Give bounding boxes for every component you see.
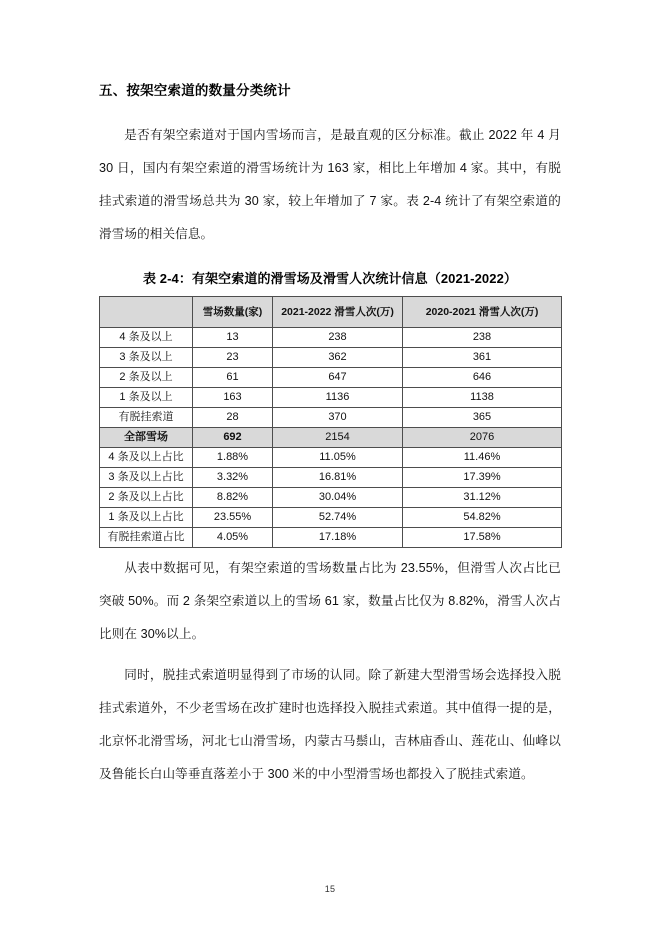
cell-visits-2021-2022: 1136 xyxy=(273,388,403,408)
statistics-table xyxy=(99,296,562,548)
table-row xyxy=(100,448,562,468)
cell-visits-2021-2022: 647 xyxy=(273,368,403,388)
cell-resort-count: 163 xyxy=(193,388,273,408)
row-label: 有脱挂索道占比 xyxy=(100,528,193,548)
page-number: 15 xyxy=(324,884,336,894)
row-label: 有脱挂索道 xyxy=(100,408,193,428)
cell-visits-2020-2021: 238 xyxy=(403,328,562,348)
column-header-category xyxy=(100,297,193,328)
cell-visits-2021-2022: 52.74% xyxy=(273,508,403,528)
cell-visits-2021-2022: 30.04% xyxy=(273,488,403,508)
cell-visits-2020-2021: 1138 xyxy=(403,388,562,408)
table-row xyxy=(100,508,562,528)
cell-visits-2021-2022: 16.81% xyxy=(273,468,403,488)
table-caption: 表 2-4：有架空索道的滑雪场及滑雪人次统计信息（2021-2022） xyxy=(142,270,518,286)
column-header-visits-2020-2021: 2020-2021 滑雪人次(万) xyxy=(403,297,562,328)
cell-resort-count: 23 xyxy=(193,348,273,368)
column-header-resort-count: 雪场数量(家) xyxy=(193,297,273,328)
row-label: 3 条及以上 xyxy=(100,348,193,368)
paragraph-analysis: 从表中数据可见，有架空索道的雪场数量占比为 23.55%，但滑雪人次占比已突破 50%。而 2 条架空索道以上的雪场 61 家，数量占比仅为 8.82%，滑雪人次占比则在 30%以上。 xyxy=(99,561,561,642)
cell-visits-2020-2021: 31.12% xyxy=(403,488,562,508)
cell-resort-count: 4.05% xyxy=(193,528,273,548)
section-heading: 五、按架空索道的数量分类统计 xyxy=(99,83,291,98)
cell-resort-count: 13 xyxy=(193,328,273,348)
table-row xyxy=(100,488,562,508)
cell-visits-2021-2022: 362 xyxy=(273,348,403,368)
table-row xyxy=(100,368,562,388)
table-row xyxy=(100,348,562,368)
cell-visits-2020-2021: 54.82% xyxy=(403,508,562,528)
row-label: 3 条及以上占比 xyxy=(100,468,193,488)
table-body xyxy=(100,328,562,548)
row-label: 4 条及以上 xyxy=(100,328,193,348)
table-row xyxy=(100,468,562,488)
row-label: 1 条及以上 xyxy=(100,388,193,408)
cell-visits-2021-2022: 17.18% xyxy=(273,528,403,548)
table-row xyxy=(100,528,562,548)
cell-visits-2020-2021: 17.58% xyxy=(403,528,562,548)
cell-visits-2020-2021: 11.46% xyxy=(403,448,562,468)
page-content xyxy=(99,82,561,799)
cell-visits-2020-2021: 2076 xyxy=(403,428,562,448)
table-row xyxy=(100,408,562,428)
cell-resort-count: 28 xyxy=(193,408,273,428)
paragraph-intro: 是否有架空索道对于国内雪场而言，是最直观的区分标准。截止 2022 年 4 月 30 日，国内有架空索道的滑雪场统计为 163 家，相比上年增加 4 家。其中，有脱挂式索道的滑雪场总共为 30 家，较上年增加了 7 家。表 2-4 统计了有架空索道的滑雪场的相关信息。 xyxy=(99,127,561,241)
table-row xyxy=(100,328,562,348)
row-label: 全部雪场 xyxy=(100,428,193,448)
cell-visits-2020-2021: 646 xyxy=(403,368,562,388)
row-label: 2 条及以上 xyxy=(100,368,193,388)
cell-resort-count: 61 xyxy=(193,368,273,388)
cell-resort-count: 23.55% xyxy=(193,508,273,528)
table-row-total xyxy=(100,428,562,448)
cell-resort-count: 1.88% xyxy=(193,448,273,468)
table-header xyxy=(100,297,562,328)
cell-resort-count: 692 xyxy=(193,428,273,448)
row-label: 2 条及以上占比 xyxy=(100,488,193,508)
cell-visits-2021-2022: 2154 xyxy=(273,428,403,448)
cell-resort-count: 8.82% xyxy=(193,488,273,508)
table-row xyxy=(100,388,562,408)
cell-visits-2021-2022: 11.05% xyxy=(273,448,403,468)
cell-resort-count: 3.32% xyxy=(193,468,273,488)
cell-visits-2020-2021: 17.39% xyxy=(403,468,562,488)
row-label: 1 条及以上占比 xyxy=(100,508,193,528)
cell-visits-2020-2021: 361 xyxy=(403,348,562,368)
cell-visits-2021-2022: 370 xyxy=(273,408,403,428)
row-label: 4 条及以上占比 xyxy=(100,448,193,468)
paragraph-detachable-ropeway: 同时，脱挂式索道明显得到了市场的认同。除了新建大型滑雪场会选择投入脱挂式索道外，不少老雪场在改扩建时也选择投入脱挂式索道。其中值得一提的是，北京怀北滑雪场，河北七山滑雪场，内蒙古马鬃山，吉林庙香山、莲花山、仙峰以及鲁能长白山等垂直落差小于 300 米的中小型滑雪场也都投入了脱挂式索道。 xyxy=(99,668,561,782)
cell-visits-2021-2022: 238 xyxy=(273,328,403,348)
cell-visits-2020-2021: 365 xyxy=(403,408,562,428)
column-header-visits-2021-2022: 2021-2022 滑雪人次(万) xyxy=(273,297,403,328)
table-header-row xyxy=(100,297,562,328)
